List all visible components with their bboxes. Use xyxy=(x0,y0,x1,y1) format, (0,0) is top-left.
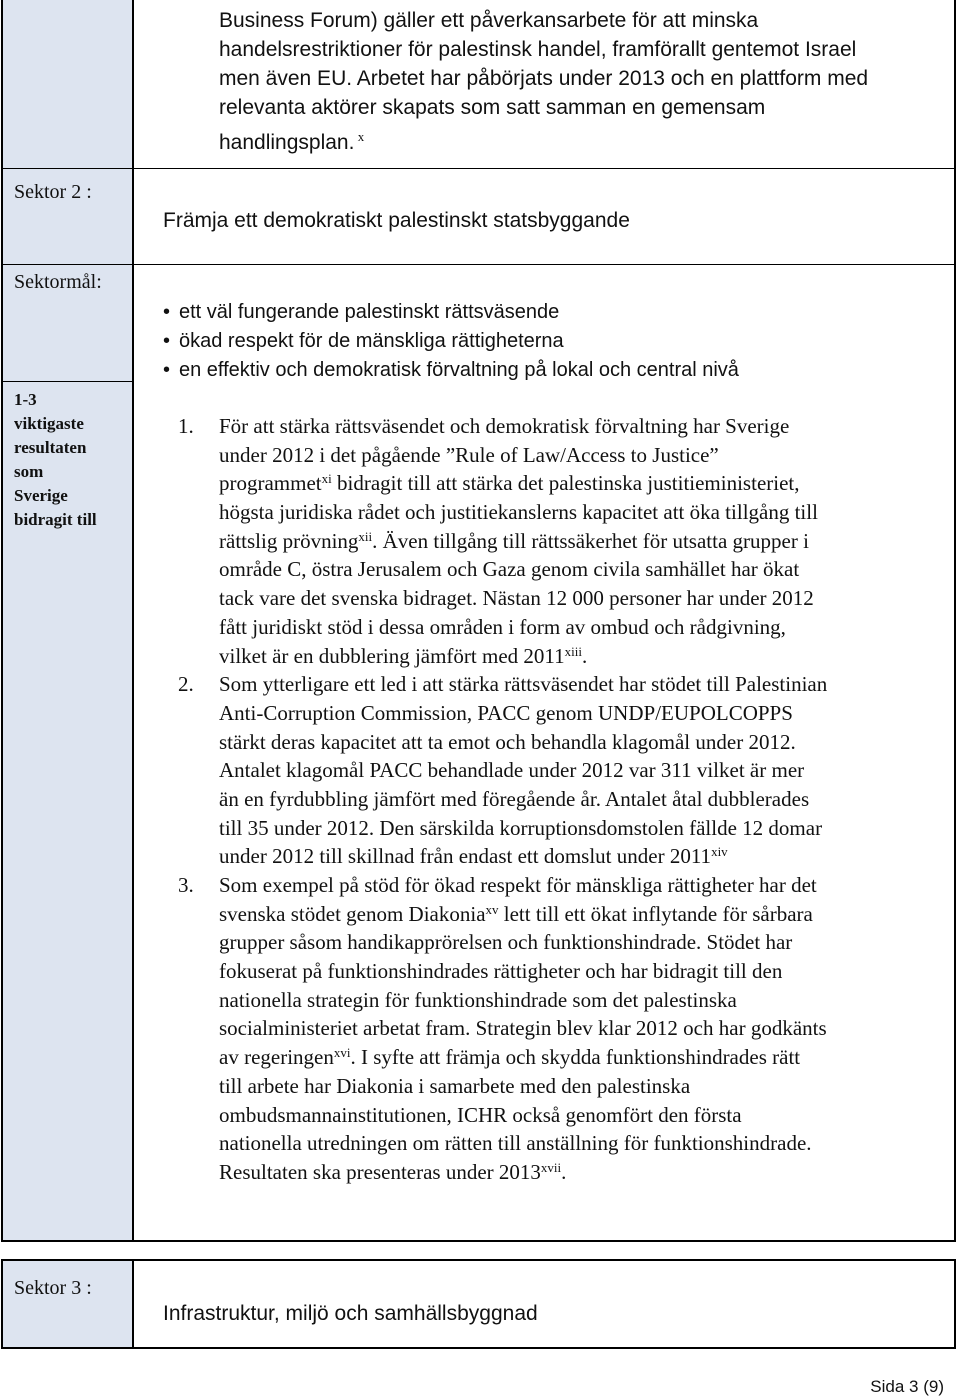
result-line xyxy=(219,1158,938,1187)
result-line xyxy=(219,785,938,814)
result-text: till arbete har Diakonia i samarbete med den palestinska xyxy=(219,1073,691,1098)
result-line xyxy=(219,756,938,785)
result-text: . I syfte att främja och skydda funktionshindrades rätt xyxy=(350,1045,801,1070)
row-divider-sector2 xyxy=(1,168,956,169)
result-line xyxy=(219,412,938,441)
result-text: För att stärka rättsväsendet och demokratisk förvaltning har Sverige xyxy=(219,414,790,438)
intro-line-text: men även EU. Arbetet har påbörjats under 2013 och en plattform med xyxy=(219,67,869,90)
result-text: fått juridiskt stöd i dessa områden i form av ombud och rådgivning, xyxy=(219,614,786,639)
results-label-line: resultaten xyxy=(14,438,87,457)
sector2-label: Sektor 2 : xyxy=(14,181,92,203)
table-border-right xyxy=(954,0,956,1242)
row-divider-goals xyxy=(1,264,956,265)
result-line xyxy=(219,871,938,900)
table-divider xyxy=(132,0,134,1242)
result-text: än en fyrdubbling jämfört med föregående år. Antalet åtal dubblerades xyxy=(219,786,810,811)
result-line xyxy=(219,1014,938,1043)
result-line xyxy=(219,670,938,699)
result-text: högsta juridiska rådet och justitiekanslerns kapacitet att öka tillgång till xyxy=(219,500,818,525)
results-label-line: 1-3 xyxy=(14,390,37,409)
result-text: ombudsmannainstitutionen, ICHR också genomfört den första xyxy=(219,1102,742,1127)
footnote-marker: xiv xyxy=(711,844,728,860)
intro-line xyxy=(219,122,919,157)
table2-border-right xyxy=(954,1259,956,1349)
goal-item xyxy=(163,327,739,356)
result-text: till 35 under 2012. Den särskilda korruptionsdomstolen fällde 12 domar xyxy=(219,815,823,840)
result-line xyxy=(219,498,938,527)
result-text: Antalet klagomål PACC behandlade under 2012 var 311 vilket är mer xyxy=(219,758,805,783)
result-text: vilket är en dubblering jämfört med 2011 xyxy=(219,643,565,668)
result-line xyxy=(219,728,938,757)
result-text: lett till ett ökat inflytande för sårbara xyxy=(498,901,813,926)
result-line xyxy=(219,613,938,642)
results-list xyxy=(178,412,938,1187)
result-text: fokuserat på funktionshindrades rättigheter och har bidragit till den xyxy=(219,959,783,984)
result-text: . xyxy=(561,1159,567,1184)
result-item xyxy=(178,412,938,670)
goal-item xyxy=(163,298,739,327)
sector2-title: Främja ett demokratiskt palestinskt statsbyggande xyxy=(163,209,630,232)
intro-line-text: handlingsplan. xyxy=(219,131,355,154)
result-text: tack vare det svenska bidraget. Nästan 12 000 personer har under 2012 xyxy=(219,586,814,611)
result-item xyxy=(178,670,938,871)
table2-border-top xyxy=(1,1259,956,1261)
result-line xyxy=(219,900,938,929)
result-text: . xyxy=(581,643,588,668)
bullet-icon: • xyxy=(163,359,171,381)
result-line xyxy=(219,1072,938,1101)
result-line xyxy=(219,1043,938,1072)
result-line xyxy=(219,1129,938,1158)
table2-border-left xyxy=(1,1259,3,1349)
table2-border-bottom xyxy=(1,1347,956,1349)
result-number: 1. xyxy=(178,414,194,438)
intro-paragraph xyxy=(219,6,919,157)
result-text: . Även tillgång till rättssäkerhet för utsatta grupper i xyxy=(372,528,809,553)
footnote-marker: xvii xyxy=(540,1159,562,1175)
results-label xyxy=(14,388,126,532)
results-label-line: som xyxy=(14,462,44,481)
result-number: 2. xyxy=(178,672,194,697)
result-line xyxy=(219,642,938,671)
result-text: Anti-Corruption Commission, PACC genom UNDP/EUPOLCOPPS xyxy=(219,700,793,725)
result-text: under 2012 till skillnad från endast ett domslut under 2011 xyxy=(219,844,712,869)
intro-line-text: handelsrestriktioner för palestinsk handel, framförallt gentemot Israel xyxy=(219,38,857,61)
result-text: svenska stödet genom Diakonia xyxy=(219,901,486,926)
result-text: Som ytterligare ett led i att stärka rättsväsendet har stödet till Palestinian xyxy=(219,672,828,697)
goal-text: ett väl fungerande palestinskt rättsväsende xyxy=(179,301,560,323)
bullet-icon: • xyxy=(163,330,171,352)
intro-line xyxy=(219,35,919,64)
sector3-title: Infrastruktur, miljö och samhällsbyggnad xyxy=(163,1302,538,1325)
result-line xyxy=(219,441,938,470)
result-text: Resultaten ska presenteras under 2013 xyxy=(219,1159,541,1184)
result-line xyxy=(219,555,938,584)
result-text: grupper såsom handikapprörelsen och funktionshindrade. Stödet har xyxy=(219,930,793,955)
result-line xyxy=(219,986,938,1015)
sector3-label: Sektor 3 : xyxy=(14,1277,92,1299)
result-text: nationella utredningen om rätten till anställning för funktionshindrade. xyxy=(219,1131,812,1156)
page-number: Sida 3 (9) xyxy=(870,1377,944,1396)
result-line xyxy=(219,957,938,986)
result-number: 3. xyxy=(178,873,194,897)
row-divider-results xyxy=(1,381,133,382)
footnote-marker: xi xyxy=(321,471,332,487)
result-text: av regeringen xyxy=(219,1045,334,1070)
footnote-marker: xiii xyxy=(564,643,582,659)
table-border-bottom xyxy=(1,1240,956,1242)
intro-line xyxy=(219,64,919,93)
results-label-line: Sverige xyxy=(14,486,68,505)
table-border-left xyxy=(1,0,3,1242)
result-text: rättslig prövning xyxy=(219,528,359,553)
goal-text: en effektiv och demokratisk förvaltning på lokal och central nivå xyxy=(179,359,739,381)
result-item xyxy=(178,871,938,1187)
goal-text: ökad respekt för de mänskliga rättigheterna xyxy=(179,330,564,352)
result-text: område C, östra Jerusalem och Gaza genom civila samhället har ökat xyxy=(219,557,800,582)
result-line xyxy=(219,842,938,871)
goal-item xyxy=(163,356,739,385)
footnote-marker: xv xyxy=(485,901,499,917)
intro-line-text: relevanta aktörer skapats som satt samman en gemensam xyxy=(219,96,766,119)
footnote-marker: xii xyxy=(358,528,373,544)
result-text: bidragit till att stärka det palestinska justitieministeriet, xyxy=(331,471,800,496)
intro-line xyxy=(219,6,919,35)
results-label-line: viktigaste xyxy=(14,414,84,433)
result-text: stärkt deras kapacitet att ta emot och behandla klagomål under 2012. xyxy=(219,729,796,754)
result-line xyxy=(219,699,938,728)
result-line xyxy=(219,527,938,556)
result-text: socialministeriet arbetat fram. Strategin blev klar 2012 och har godkänts xyxy=(219,1016,827,1041)
result-text: under 2012 i det pågående ”Rule of Law/Access to Justice” xyxy=(219,442,719,467)
footnote-marker: x xyxy=(354,129,365,144)
intro-line xyxy=(219,93,919,122)
left-column-shading-sector3 xyxy=(3,1261,132,1347)
result-text: Som exempel på stöd för ökad respekt för mänskliga rättigheter har det xyxy=(219,873,817,897)
results-label-line: bidragit till xyxy=(14,510,97,529)
goals-label: Sektormål: xyxy=(14,271,102,293)
result-line xyxy=(219,1101,938,1130)
intro-line-text: Business Forum) gäller ett påverkansarbete för att minska xyxy=(219,9,759,32)
result-text: programmet xyxy=(219,471,322,496)
result-line xyxy=(219,928,938,957)
goals-list xyxy=(163,298,739,385)
result-line xyxy=(219,584,938,613)
result-line xyxy=(219,814,938,843)
result-text: nationella strategin för funktionshindrade som det palestinska xyxy=(219,987,737,1012)
footnote-marker: xvi xyxy=(333,1045,351,1061)
table2-divider xyxy=(132,1259,134,1349)
result-line xyxy=(219,469,938,498)
bullet-icon: • xyxy=(163,301,171,323)
